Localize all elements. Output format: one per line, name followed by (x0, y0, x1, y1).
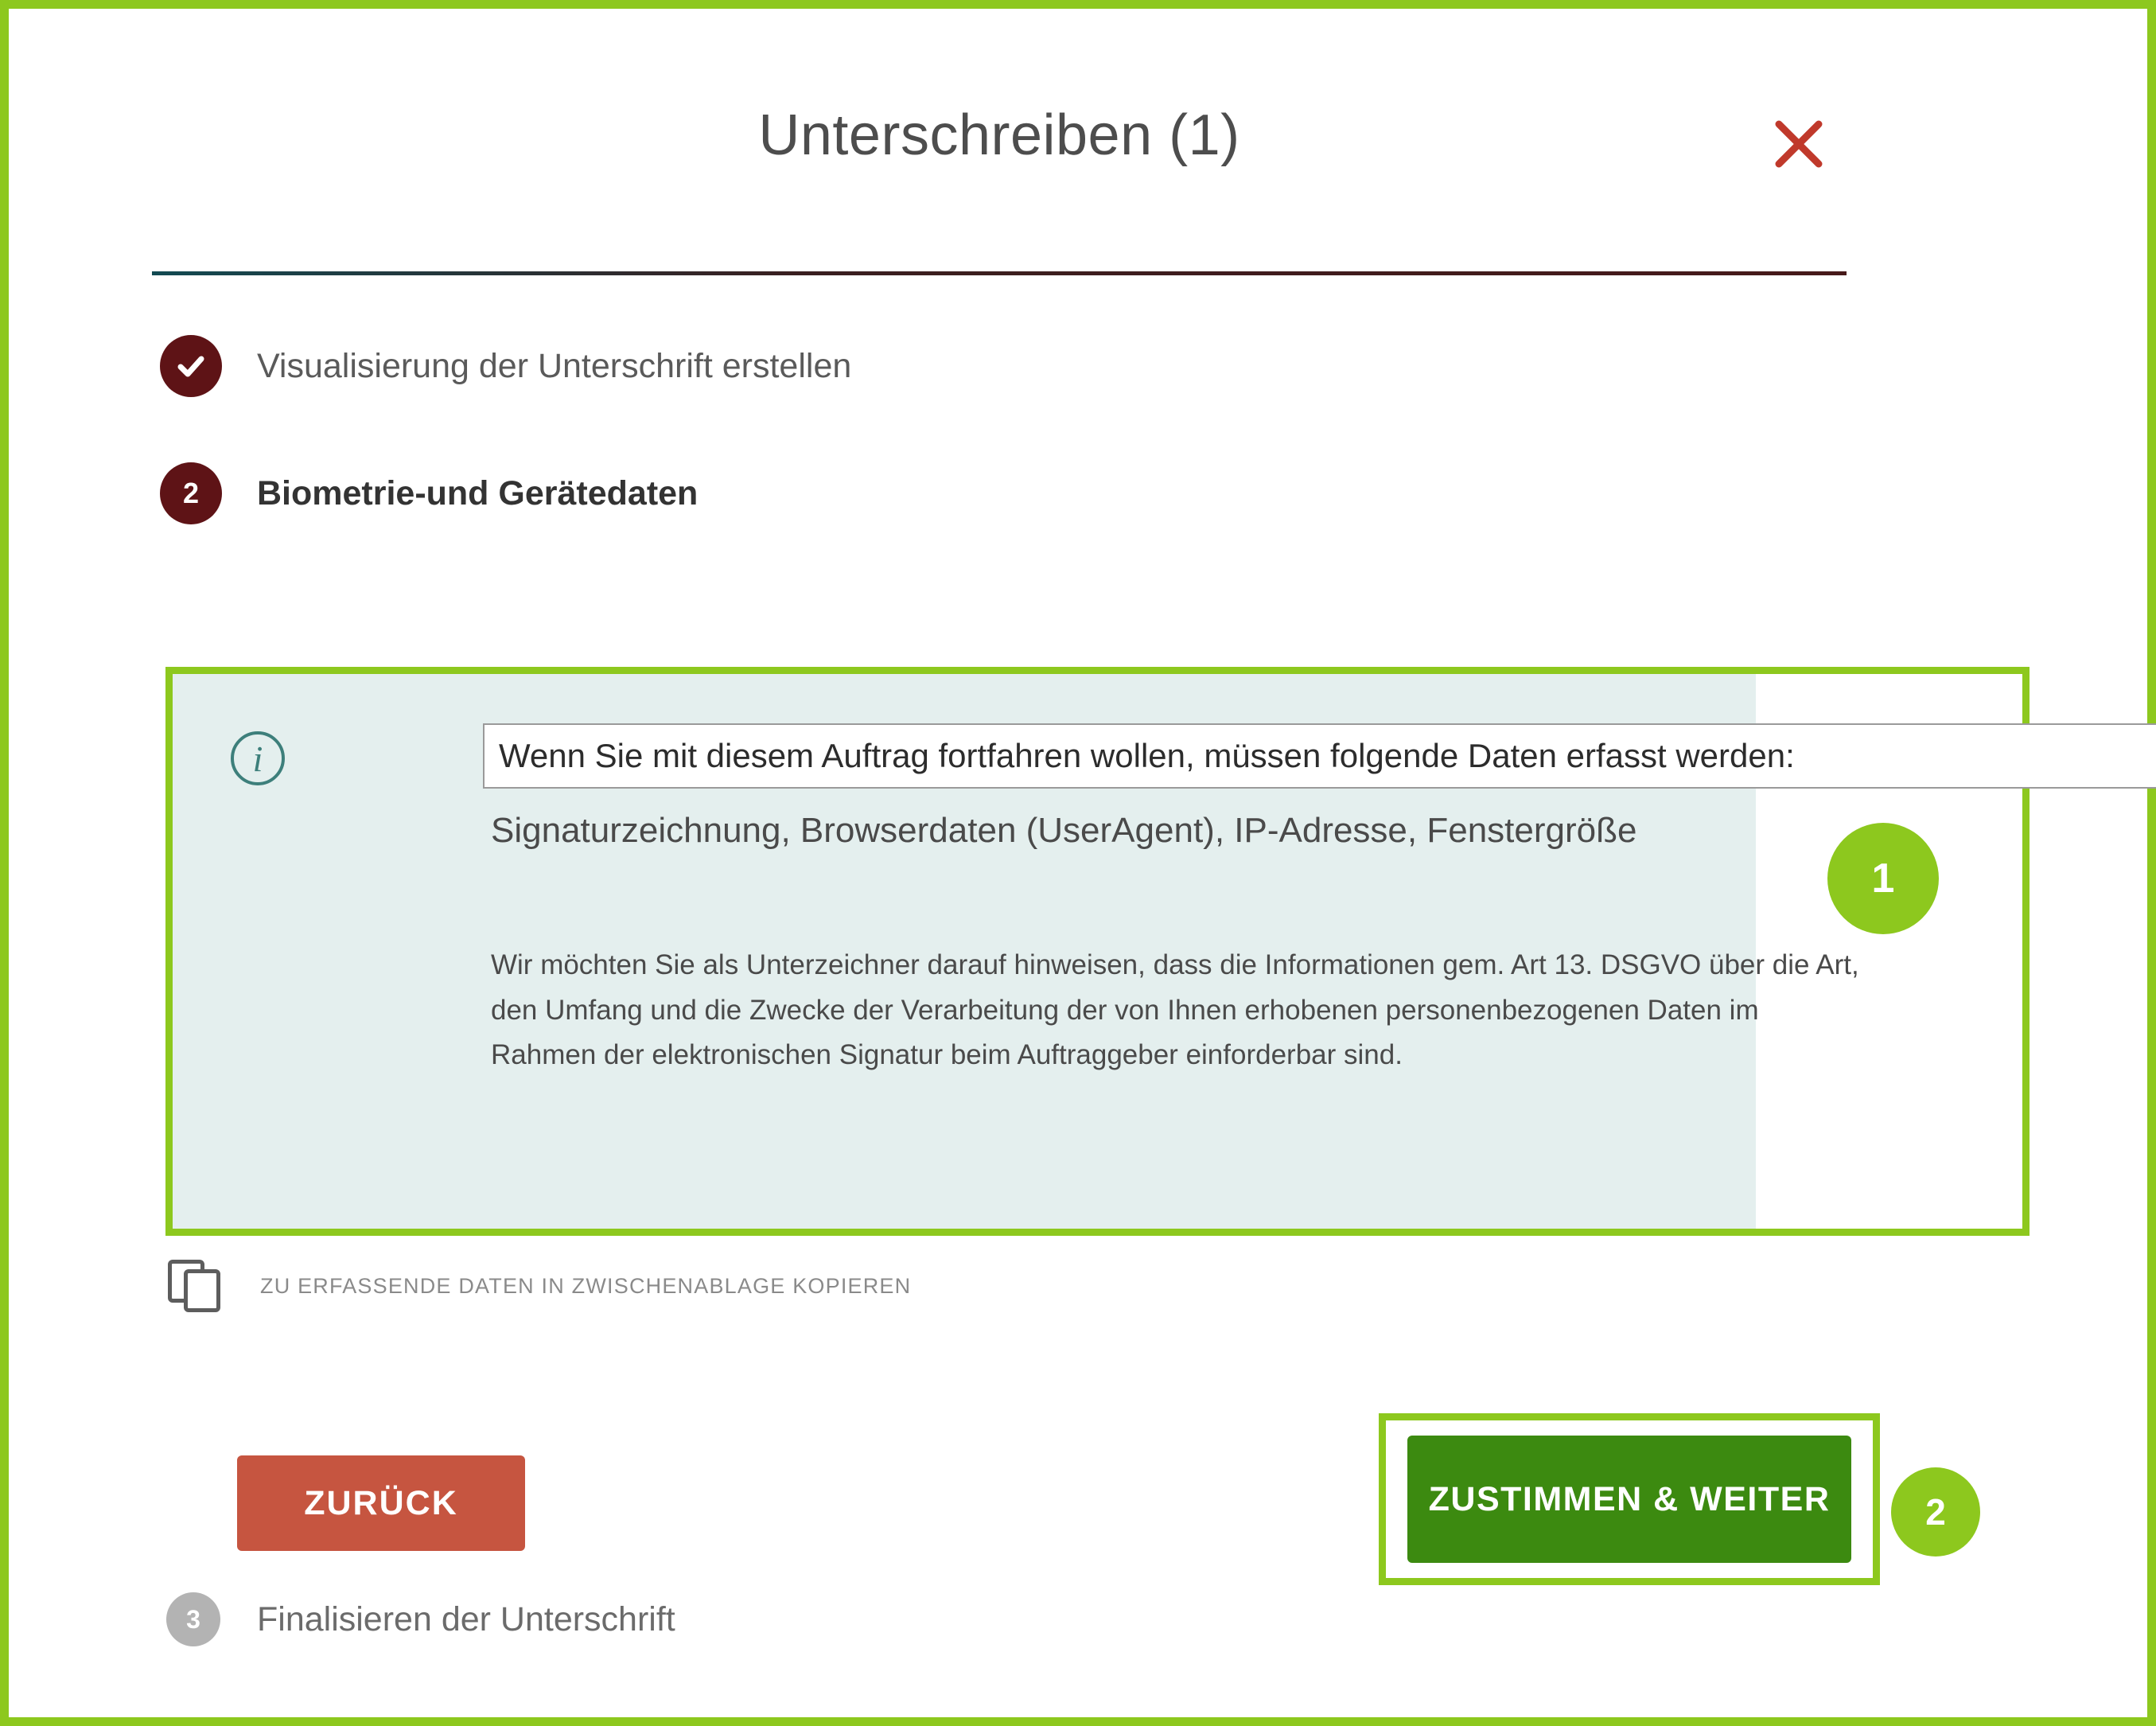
copy-icon (168, 1260, 224, 1312)
step-label: Finalisieren der Unterschrift (257, 1599, 675, 1638)
copy-data-to-clipboard-button[interactable] (168, 1260, 911, 1312)
info-icon: i (231, 731, 285, 785)
step-item-biometrie[interactable] (160, 462, 698, 524)
step-badge-check-icon (160, 335, 222, 397)
back-button[interactable]: ZURÜCK (237, 1455, 525, 1551)
step-badge-number: 2 (160, 462, 222, 524)
copy-label: ZU ERFASSENDE DATEN IN ZWISCHENABLAGE KOPIEREN (260, 1273, 912, 1298)
step-item-finalisieren[interactable] (166, 1592, 675, 1646)
info-data-list: Signaturzeichnung, Browserdaten (UserAgent), IP-Adresse, Fenstergröße (491, 811, 1637, 850)
callout-badge-1: 1 (1827, 823, 1939, 934)
header-divider (152, 271, 1847, 275)
biometrics-info-panel (165, 667, 2030, 1236)
info-headline: Wenn Sie mit diesem Auftrag fortfahren wollen, müssen folgende Daten erfasst werden: (483, 723, 2156, 789)
info-body-text: Wir möchten Sie als Unterzeichner darauf hinweisen, dass die Informationen gem. Art 13. DSGVO über die Art, den Umfang und die Zwecke der Verarbeitung der von Ihnen erhobenen personenbezogenen Daten im Rahmen der elektronischen Signatur beim Auftraggeber einforderbar sind. (491, 949, 1859, 1071)
step-label: Biometrie-und Gerätedaten (257, 473, 699, 512)
info-panel-body (173, 674, 1859, 1229)
step-item-visualisierung[interactable] (160, 335, 851, 397)
step-label: Visualisierung der Unterschrift erstellen (257, 346, 852, 385)
callout-badge-2: 2 (1891, 1467, 1980, 1557)
sign-dialog (9, 9, 2147, 1717)
dialog-header (152, 104, 1847, 208)
page-title: Unterschreiben (1) (758, 103, 1240, 167)
agree-and-continue-button[interactable]: ZUSTIMMEN & WEITER (1407, 1436, 1851, 1563)
close-icon[interactable] (1767, 112, 1831, 176)
step-badge-number: 3 (166, 1592, 220, 1646)
